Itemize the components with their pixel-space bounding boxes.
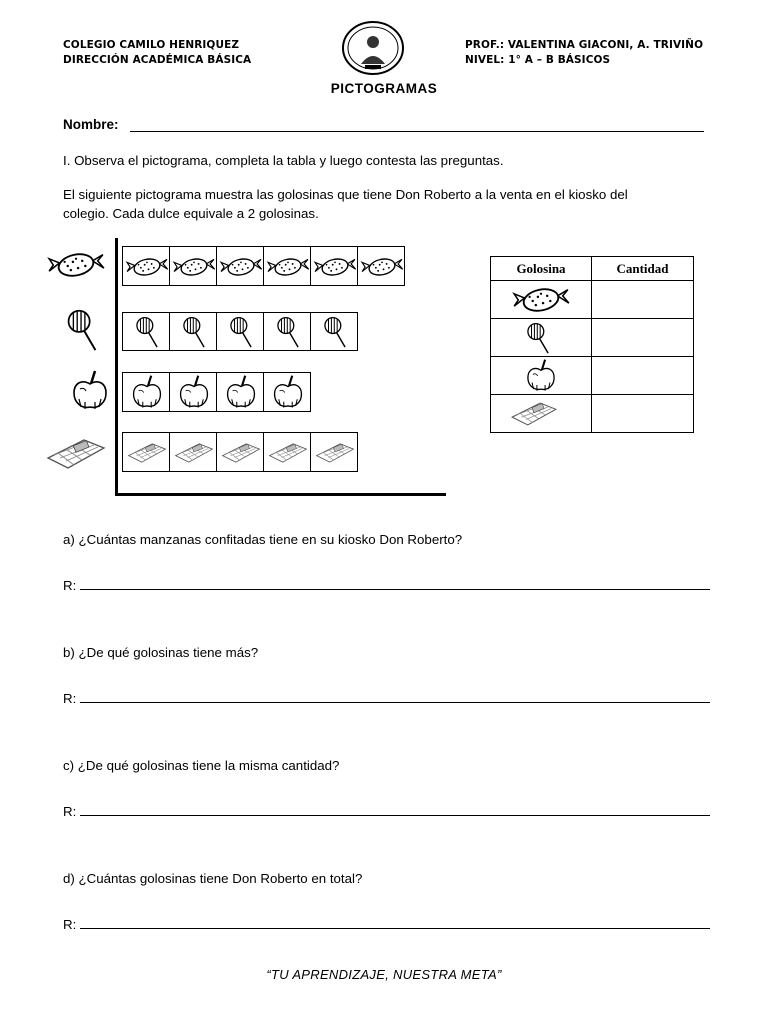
chocolate-bar-icon — [267, 440, 309, 466]
answer-line-d[interactable] — [80, 928, 710, 929]
chocolate-bar-icon — [509, 399, 559, 429]
candy-icon — [510, 283, 572, 317]
lollipop-icon — [224, 314, 258, 350]
pictogram-cell — [357, 246, 405, 286]
pictogram-cell — [263, 372, 311, 412]
pictogram-cell — [169, 372, 217, 412]
candy-apple-icon — [524, 358, 558, 394]
table-row — [491, 281, 694, 319]
question-a: a) ¿Cuántas manzanas confitadas tiene en su kiosko Don Roberto? — [63, 532, 463, 547]
table-row — [491, 357, 694, 395]
chocolate-bar-icon — [220, 440, 262, 466]
pictogram-cell — [263, 246, 311, 286]
lollipop-icon — [318, 314, 352, 350]
table-item-cell — [491, 319, 592, 357]
pictogram-cell — [216, 432, 264, 472]
table-row — [491, 395, 694, 433]
lollipop-icon — [177, 314, 211, 350]
pictogram-cell — [263, 432, 311, 472]
page-title: PICTOGRAMAS — [330, 81, 438, 96]
instruction-text: I. Observa el pictograma, completa la tabla y luego contesta las preguntas. — [63, 153, 504, 168]
table-item-cell — [491, 357, 592, 395]
table-item-cell — [491, 395, 592, 433]
question-d: d) ¿Cuántas golosinas tiene Don Roberto en total? — [63, 871, 363, 886]
pictogram-x-axis — [115, 493, 446, 496]
candy-icon — [171, 248, 217, 286]
table-header-row — [491, 257, 694, 281]
candy-icon — [359, 248, 405, 286]
table-item-cell — [491, 281, 592, 319]
chocolate-bar-icon — [126, 440, 168, 466]
candy-icon — [218, 248, 264, 286]
department-name: DIRECCIÓN ACADÉMICA BÁSICA — [63, 54, 252, 66]
pictogram-cell — [216, 246, 264, 286]
pictogram-cell — [310, 312, 358, 351]
teacher-info — [465, 38, 703, 68]
pictogram-cell — [122, 372, 170, 412]
pictogram-cell — [169, 246, 217, 286]
candy-icon — [312, 248, 358, 286]
class-level: NIVEL: 1° A – B BÁSICOS — [465, 54, 611, 66]
lollipop-icon — [271, 314, 305, 350]
candy-apple-icon — [271, 374, 305, 411]
description-line-2: colegio. Cada dulce equivale a 2 golosinas. — [63, 206, 319, 221]
school-name: COLEGIO CAMILO HENRIQUEZ — [63, 39, 240, 51]
question-c: c) ¿De qué golosinas tiene la misma cantidad? — [63, 758, 340, 773]
pictogram-cell — [216, 312, 264, 351]
quantity-input[interactable] — [592, 395, 694, 433]
description-text — [63, 185, 713, 223]
pictogram-cell — [263, 312, 311, 351]
quantity-input[interactable] — [592, 319, 694, 357]
chocolate-bar-icon — [44, 434, 108, 474]
pictogram-cell — [216, 372, 264, 412]
pictogram-cell — [122, 246, 170, 286]
pictogram-cell — [310, 246, 358, 286]
table-row — [491, 319, 694, 357]
description-line-1: El siguiente pictograma muestra las golosinas que tiene Don Roberto a la venta en el kiosko del — [63, 187, 628, 202]
footer-motto: “TU APRENDIZAJE, NUESTRA META” — [266, 967, 502, 982]
school-seal-logo — [341, 20, 405, 76]
answer-line-c[interactable] — [80, 815, 710, 816]
name-field[interactable] — [130, 131, 704, 132]
lollipop-icon — [521, 320, 555, 356]
pictogram-cell — [169, 312, 217, 351]
teacher-name: PROF.: VALENTINA GIACONI, A. TRIVIÑO — [465, 39, 704, 51]
quantity-input[interactable] — [592, 357, 694, 395]
candy-apple-icon — [177, 374, 211, 411]
lollipop-icon — [130, 314, 164, 350]
answer-label-d: R: — [63, 917, 77, 932]
chocolate-bar-icon — [173, 440, 215, 466]
candy-apple-icon — [224, 374, 258, 411]
name-label: Nombre: — [63, 117, 119, 132]
candy-apple-icon — [130, 374, 164, 411]
candy-icon — [124, 248, 170, 286]
table-header-cantidad: Cantidad — [592, 257, 694, 281]
candy-apple-icon — [70, 368, 110, 414]
school-info — [63, 38, 251, 68]
pictogram-cell — [122, 312, 170, 351]
pictogram-y-axis — [115, 238, 118, 496]
answer-label-c: R: — [63, 804, 77, 819]
answer-label-a: R: — [63, 578, 77, 593]
table-header-golosina: Golosina — [491, 257, 592, 281]
answer-label-b: R: — [63, 691, 77, 706]
pictogram-cell — [169, 432, 217, 472]
candy-icon — [45, 248, 107, 282]
quantity-input[interactable] — [592, 281, 694, 319]
pictogram-cell — [122, 432, 170, 472]
question-b: b) ¿De qué golosinas tiene más? — [63, 645, 259, 660]
candy-icon — [265, 248, 311, 286]
lollipop-icon — [62, 306, 102, 354]
chocolate-bar-icon — [314, 440, 356, 466]
answer-line-a[interactable] — [80, 589, 710, 590]
pictogram-cell — [310, 432, 358, 472]
answer-line-b[interactable] — [80, 702, 710, 703]
answer-table — [490, 256, 694, 433]
